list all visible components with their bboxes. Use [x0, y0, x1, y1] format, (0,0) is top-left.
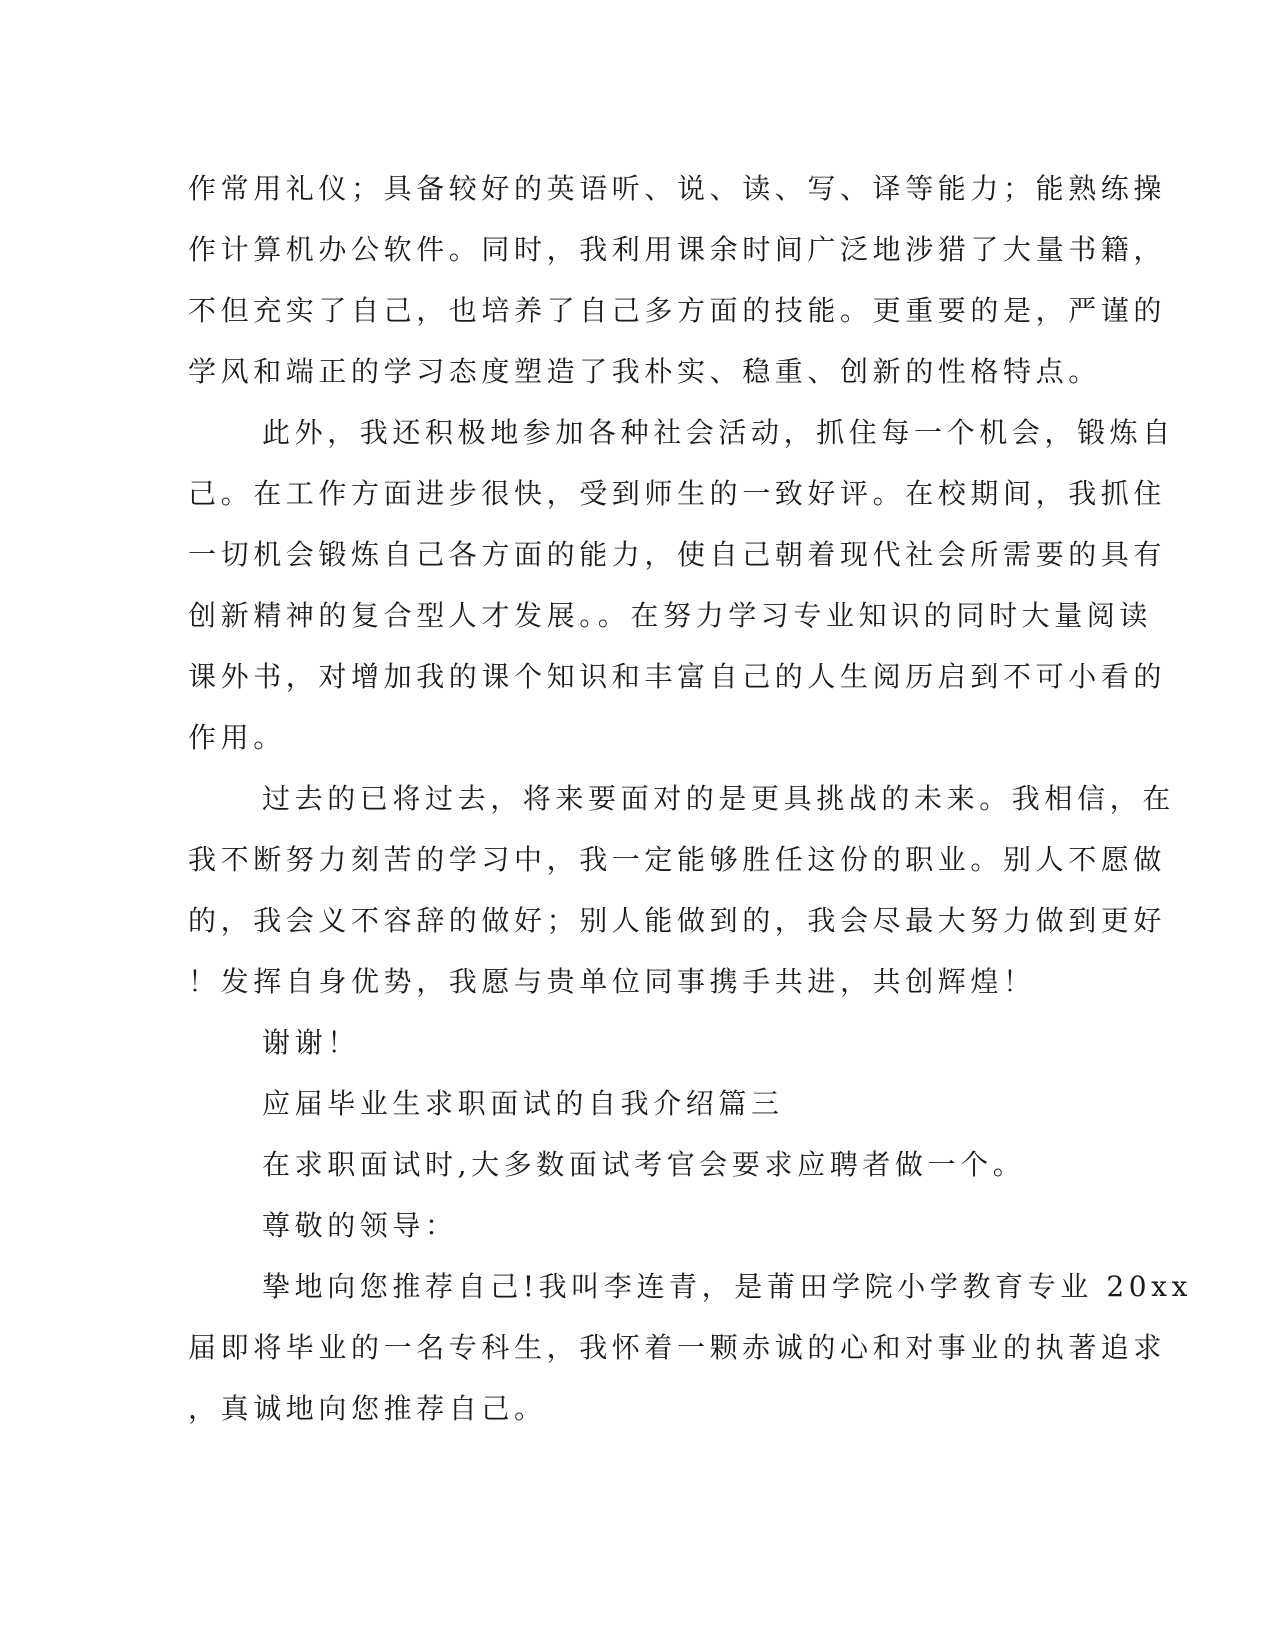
- text-line: 作常用礼仪；具备较好的英语听、说、读、写、译等能力；能熟练操: [188, 172, 1167, 205]
- text-line: 课外书，对增加我的课个知识和丰富自己的人生阅历启到不可小看的: [188, 660, 1167, 693]
- text-line: 学风和端正的学习态度塑造了我朴实、稳重、创新的性格特点。: [188, 355, 1101, 388]
- text-line: 的，我会义不容辞的做好；别人能做到的，我会尽最大努力做到更好: [188, 904, 1167, 937]
- text-line: 不但充实了自己，也培养了自己多方面的技能。更重要的是，严谨的: [188, 294, 1167, 327]
- text-line: ，真诚地向您推荐自己。: [188, 1392, 547, 1425]
- text-line: 作用。: [188, 721, 286, 754]
- text-line: 我不断努力刻苦的学习中，我一定能够胜任这份的职业。别人不愿做: [188, 843, 1167, 876]
- text-line: 己。在工作方面进步很快，受到师生的一致好评。在校期间，我抓住: [188, 477, 1167, 510]
- paragraph-first-line: 在求职面试时,大多数面试考官会要求应聘者做一个。: [262, 1148, 1026, 1181]
- paragraph-first-line: 过去的已将过去，将来要面对的是更具挑战的未来。我相信，在: [262, 782, 1175, 815]
- text-line: 作计算机办公软件。同时，我利用课余时间广泛地涉猎了大量书籍，: [188, 233, 1167, 266]
- document-body: [188, 158, 1192, 1439]
- text-line: 创新精神的复合型人才发展。。在努力学习专业知识的同时大量阅读: [188, 599, 1153, 632]
- paragraph-first-line: 此外，我还积极地参加各种社会活动，抓住每一个机会，锻炼自: [262, 416, 1175, 449]
- salutation: 尊敬的领导：: [262, 1209, 458, 1242]
- thanks-line: 谢谢！: [262, 1026, 360, 1059]
- paragraph-first-line: 挚地向您推荐自己!我叫李连青，是莆田学院小学教育专业 20xx: [262, 1270, 1192, 1303]
- text-line: ！发挥自身优势，我愿与贵单位同事携手共进，共创辉煌！: [188, 965, 1036, 998]
- text-line: 一切机会锻炼自己各方面的能力，使自己朝着现代社会所需要的具有: [188, 538, 1167, 571]
- text-line: 届即将毕业的一名专科生，我怀着一颗赤诚的心和对事业的执著追求: [188, 1331, 1167, 1364]
- section-heading: 应届毕业生求职面试的自我介绍篇三: [262, 1087, 784, 1120]
